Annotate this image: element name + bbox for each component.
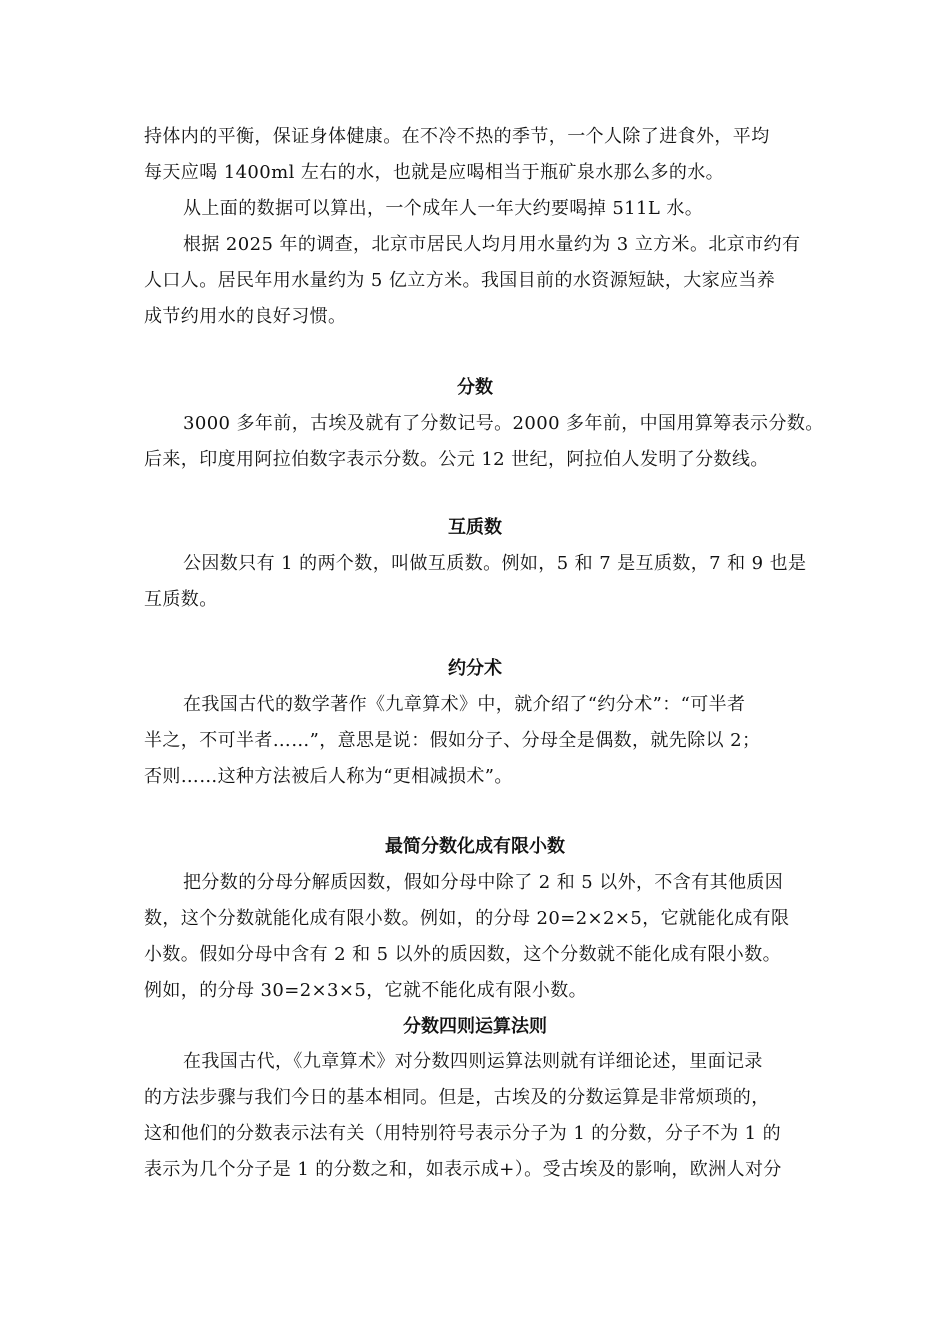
paragraph-line: 每天应喝 1400ml 左右的水，也就是应喝相当于瓶矿泉水那么多的水。 (144, 162, 725, 183)
paragraph-line: 从上面的数据可以算出，一个成年人一年大约要喝掉 511L 水。 (183, 198, 704, 219)
section-heading-coprime: 互质数 (448, 517, 502, 538)
paragraph-line: 成节约用水的良好习惯。 (144, 306, 347, 327)
section-heading-reduction: 约分术 (448, 658, 502, 679)
section-heading-fractions: 分数 (457, 377, 493, 398)
paragraph-line: 例如，的分母 30=2×3×5，它就不能化成有限小数。 (144, 980, 588, 1001)
paragraph-line: 把分数的分母分解质因数，假如分母中除了 2 和 5 以外，不含有其他质因 (183, 872, 784, 893)
paragraph-line: 3000 多年前，古埃及就有了分数记号。2000 多年前，中国用算筹表示分数。 (183, 413, 824, 434)
paragraph-line: 人口人。居民年用水量约为 5 亿立方米。我国目前的水资源短缺，大家应当养 (144, 270, 776, 291)
paragraph-line: 这和他们的分数表示法有关（用特别符号表示分子为 1 的分数，分子不为 1 的 (144, 1123, 781, 1144)
paragraph-line: 表示为几个分子是 1 的分数之和，如表示成+）。受古埃及的影响，欧洲人对分 (144, 1159, 782, 1180)
paragraph-line: 的方法步骤与我们今日的基本相同。但是，古埃及的分数运算是非常烦琐的， (144, 1087, 770, 1108)
section-heading-finite-decimal: 最简分数化成有限小数 (385, 836, 565, 857)
paragraph-line: 在我国古代，《九章算术》对分数四则运算法则就有详细论述，里面记录 (183, 1051, 763, 1072)
paragraph-line: 小数。假如分母中含有 2 和 5 以外的质因数，这个分数就不能化成有限小数。 (144, 944, 781, 965)
paragraph-line: 根据 2025 年的调查，北京市居民人均月用水量约为 3 立方米。北京市约有 (183, 234, 801, 255)
paragraph-line: 否则……这种方法被后人称为“更相减损术”。 (144, 766, 513, 787)
paragraph-line: 半之，不可半者……”，意思是说：假如分子、分母全是偶数，就先除以 2； (144, 730, 761, 751)
paragraph-line: 数，这个分数就能化成有限小数。例如，的分母 20=2×2×5，它就能化成有限 (144, 908, 790, 929)
paragraph-line: 后来，印度用阿拉伯数字表示分数。公元 12 世纪，阿拉伯人发明了分数线。 (144, 449, 769, 470)
paragraph-line: 持体内的平衡，保证身体健康。在不冷不热的季节，一个人除了进食外，平均 (144, 126, 770, 147)
paragraph-line: 互质数。 (144, 589, 218, 610)
paragraph-line: 公因数只有 1 的两个数，叫做互质数。例如，5 和 7 是互质数，7 和 9 也是 (183, 553, 807, 574)
paragraph-line: 在我国古代的数学著作《九章算术》中，就介绍了“约分术”：“可半者 (183, 694, 746, 715)
section-heading-four-operations: 分数四则运算法则 (403, 1016, 547, 1037)
